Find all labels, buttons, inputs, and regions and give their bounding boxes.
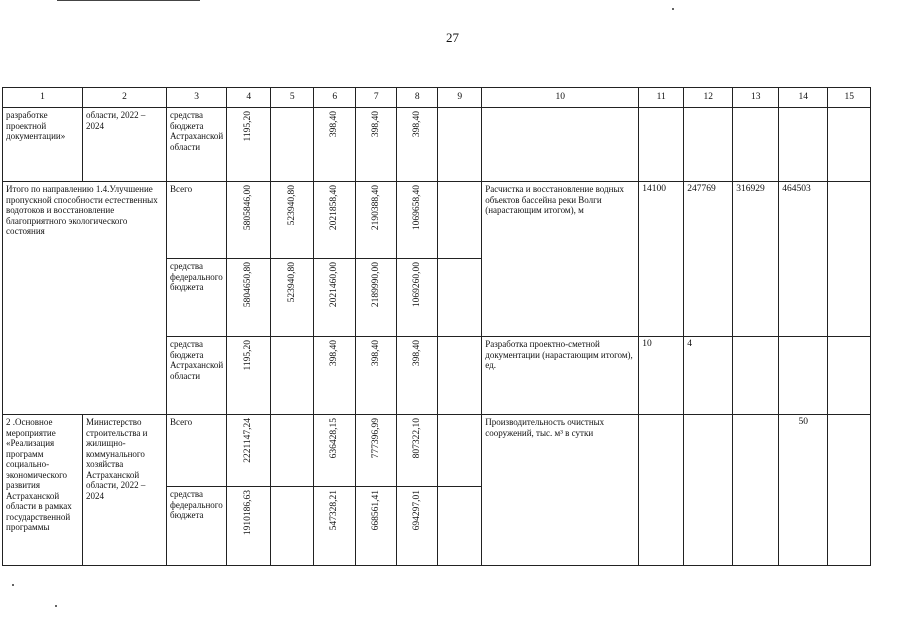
amount-value: 2190388,40 bbox=[370, 185, 381, 231]
amount-value: 636428,15 bbox=[329, 418, 340, 459]
amount-total-cell bbox=[227, 337, 271, 415]
amount-value: 1069658,40 bbox=[411, 185, 422, 231]
amount-2022-cell bbox=[314, 108, 356, 182]
indicator-value-cell bbox=[684, 415, 733, 566]
amount-2024-cell bbox=[397, 259, 438, 337]
amount-value: 777396,99 bbox=[370, 418, 381, 459]
indicator-value-cell: 464503 bbox=[779, 182, 828, 337]
amount-2023-cell bbox=[356, 415, 397, 487]
page-number: 27 bbox=[446, 30, 459, 45]
indicator-value-cell bbox=[733, 415, 779, 566]
scan-speck bbox=[55, 605, 57, 607]
amount-value: 398,40 bbox=[329, 340, 340, 367]
amount-2024-cell bbox=[397, 487, 438, 566]
amount-2021-cell bbox=[271, 259, 314, 337]
indicator-value-cell bbox=[733, 337, 779, 415]
table-row bbox=[3, 415, 871, 487]
indicator-value-cell: 247769 bbox=[684, 182, 733, 337]
amount-2021-cell bbox=[271, 337, 314, 415]
amount-value: 398,40 bbox=[329, 111, 340, 138]
amount-2024-cell bbox=[397, 415, 438, 487]
indicator-value-cell: 50 bbox=[779, 415, 828, 566]
indicator-value-cell bbox=[733, 108, 779, 182]
measure-name-cell: 2 .Основное мероприятие «Реализация программ социально-экономического развития Астраханской области в рамках государственной программы bbox=[3, 415, 83, 566]
funding-source-cell: средства федерального бюджета bbox=[167, 259, 227, 337]
header-cell: 10 bbox=[482, 88, 639, 108]
amount-2024-cell bbox=[397, 337, 438, 415]
empty-cell bbox=[828, 415, 871, 566]
amount-2021-cell bbox=[271, 487, 314, 566]
indicator-value-cell: 316929 bbox=[733, 182, 779, 337]
amount-value: 5804650,80 bbox=[243, 262, 254, 308]
header-cell: 13 bbox=[733, 88, 779, 108]
header-cell: 6 bbox=[314, 88, 356, 108]
amount-value: 547328,21 bbox=[329, 490, 340, 531]
amount-value: 398,40 bbox=[411, 111, 422, 138]
amount-2022-cell bbox=[314, 415, 356, 487]
header-cell: 3 bbox=[167, 88, 227, 108]
amount-2022-cell bbox=[314, 487, 356, 566]
scan-speck bbox=[672, 8, 674, 10]
amount-2021-cell bbox=[271, 182, 314, 259]
header-row bbox=[3, 88, 871, 108]
header-cell: 2 bbox=[83, 88, 167, 108]
amount-2022-cell bbox=[314, 337, 356, 415]
amount-value: 807322,10 bbox=[411, 418, 422, 459]
funding-source-cell: Всего bbox=[167, 182, 227, 259]
amount-2021-cell bbox=[271, 415, 314, 487]
amount-total-cell bbox=[227, 487, 271, 566]
empty-cell bbox=[438, 108, 482, 182]
indicator-value-cell: 10 bbox=[639, 337, 684, 415]
indicator-value-cell: 14100 bbox=[639, 182, 684, 337]
amount-value: 398,40 bbox=[370, 111, 381, 138]
scan-speck bbox=[12, 584, 14, 586]
top-rule bbox=[57, 0, 200, 1]
funding-source-cell: средства бюджета Астраханской области bbox=[167, 337, 227, 415]
empty-cell bbox=[828, 182, 871, 337]
indicator-cell: Производительность очистных сооружений, тыс. м³ в сутки bbox=[482, 415, 639, 566]
header-cell: 1 bbox=[3, 88, 83, 108]
indicator-value-cell bbox=[779, 337, 828, 415]
indicator-cell: Разработка проектно-сметной документации (нарастающим итогом), ед. bbox=[482, 337, 639, 415]
amount-2024-cell bbox=[397, 108, 438, 182]
empty-cell bbox=[438, 182, 482, 259]
indicator-value-cell bbox=[639, 415, 684, 566]
amount-2022-cell bbox=[314, 182, 356, 259]
direction-total-cell: Итого по направлению 1.4.Улучшение пропускной способности естественных водотоков и восстановление благоприятного экологического состояния bbox=[3, 182, 167, 415]
amount-value: 2021460,00 bbox=[329, 262, 340, 308]
empty-cell bbox=[438, 487, 482, 566]
amount-value: 398,40 bbox=[411, 340, 422, 367]
amount-2023-cell bbox=[356, 108, 397, 182]
empty-cell bbox=[438, 259, 482, 337]
amount-value: 1910186,63 bbox=[243, 490, 254, 536]
indicator-cell bbox=[482, 108, 639, 182]
amount-value: 2221147,24 bbox=[243, 418, 254, 463]
funding-source-cell: Всего bbox=[167, 415, 227, 487]
amount-value: 398,40 bbox=[370, 340, 381, 367]
amount-value: 1195,20 bbox=[243, 340, 254, 371]
empty-cell bbox=[828, 337, 871, 415]
header-cell: 4 bbox=[227, 88, 271, 108]
amount-value: 668561,41 bbox=[370, 490, 381, 531]
table-row bbox=[3, 108, 871, 182]
header-cell: 11 bbox=[639, 88, 684, 108]
executor-cell: Министерство строительства и жилищно-коммунального хозяйства Астраханской области, 2022 – 2024 bbox=[83, 415, 167, 566]
table-row bbox=[3, 182, 871, 259]
amount-value: 523940,80 bbox=[286, 185, 297, 226]
funding-source-cell: средства бюджета Астраханской области bbox=[167, 108, 227, 182]
amount-total-cell bbox=[227, 108, 271, 182]
measure-name-cell: разработке проектной документации» bbox=[3, 108, 83, 182]
amount-value: 1195,20 bbox=[243, 111, 254, 142]
program-table bbox=[2, 87, 871, 566]
amount-value: 523940,80 bbox=[286, 262, 297, 303]
amount-2023-cell bbox=[356, 182, 397, 259]
amount-total-cell bbox=[227, 182, 271, 259]
indicator-value-cell: 4 bbox=[684, 337, 733, 415]
header-cell: 7 bbox=[356, 88, 397, 108]
header-cell: 9 bbox=[438, 88, 482, 108]
amount-2021-cell bbox=[271, 108, 314, 182]
amount-2024-cell bbox=[397, 182, 438, 259]
indicator-value-cell bbox=[779, 108, 828, 182]
indicator-cell: Расчистка и восстановление водных объектов бассейна реки Волги (нарастающим итогом), м bbox=[482, 182, 639, 337]
amount-value: 2189990,00 bbox=[370, 262, 381, 308]
empty-cell bbox=[828, 108, 871, 182]
header-cell: 15 bbox=[828, 88, 871, 108]
header-cell: 14 bbox=[779, 88, 828, 108]
header-cell: 5 bbox=[271, 88, 314, 108]
amount-value: 2021858,40 bbox=[329, 185, 340, 231]
amount-2023-cell bbox=[356, 487, 397, 566]
amount-total-cell bbox=[227, 415, 271, 487]
indicator-value-cell bbox=[684, 108, 733, 182]
funding-source-cell: средства федерального бюджета bbox=[167, 487, 227, 566]
amount-2022-cell bbox=[314, 259, 356, 337]
header-cell: 8 bbox=[397, 88, 438, 108]
empty-cell bbox=[438, 337, 482, 415]
amount-total-cell bbox=[227, 259, 271, 337]
amount-value: 5805846,00 bbox=[243, 185, 254, 231]
indicator-value-cell bbox=[639, 108, 684, 182]
amount-value: 1069260,00 bbox=[411, 262, 422, 308]
empty-cell bbox=[438, 415, 482, 487]
executor-cell: области, 2022 – 2024 bbox=[83, 108, 167, 182]
header-cell: 12 bbox=[684, 88, 733, 108]
amount-2023-cell bbox=[356, 259, 397, 337]
amount-2023-cell bbox=[356, 337, 397, 415]
amount-value: 694297,01 bbox=[411, 490, 422, 531]
